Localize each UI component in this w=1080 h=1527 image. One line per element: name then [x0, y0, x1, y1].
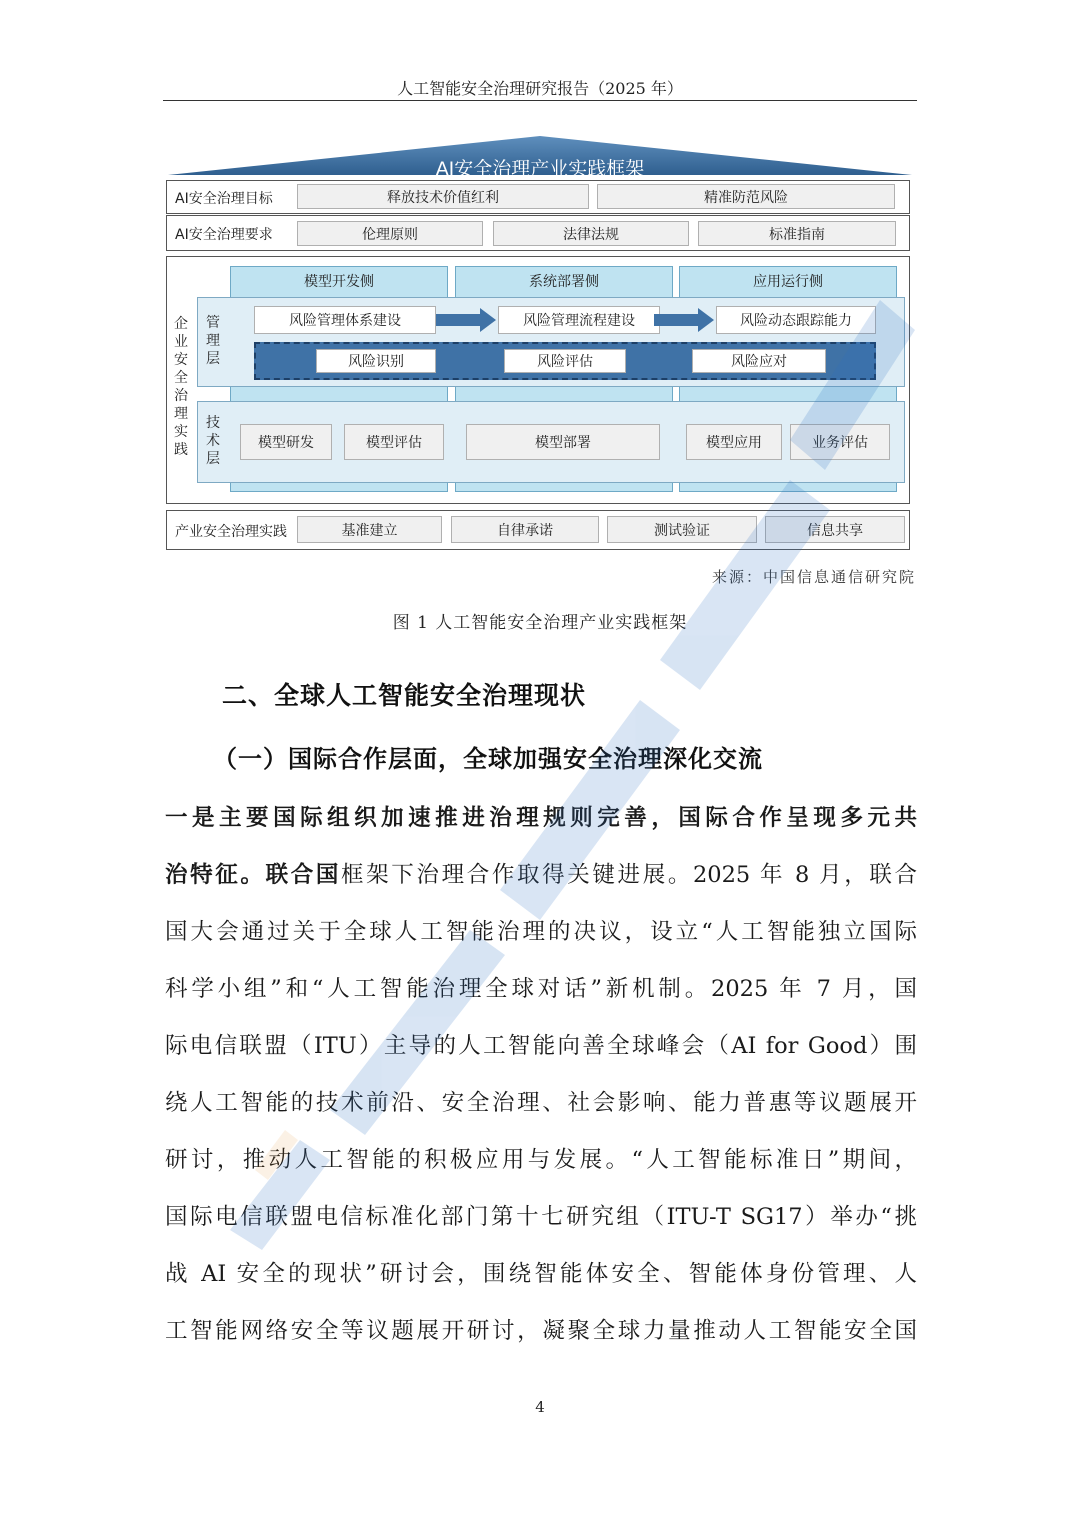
- risk-step: 风险识别: [316, 349, 436, 373]
- industry-cell: 自律承诺: [451, 516, 599, 543]
- body-line: 一是主要国际组织加速推进治理规则完善，国际合作呈现多元共: [165, 805, 917, 831]
- tech-item: 模型应用: [686, 424, 782, 460]
- body-bold-run: 治特征。联合国: [165, 862, 341, 888]
- industry-cell: 测试验证: [607, 516, 757, 543]
- flow-arrow-icon: [654, 308, 716, 332]
- framework-figure: [160, 130, 920, 554]
- goals-row: [166, 180, 910, 214]
- figure-banner-title: AI安全治理产业实践框架: [435, 158, 645, 180]
- technical-layer: [197, 401, 905, 483]
- requirement-cell: 伦理原则: [297, 221, 483, 246]
- subsection-heading: （一）国际合作层面，全球加强安全治理深化交流: [213, 745, 763, 773]
- column-model-dev: 模型开发侧: [230, 266, 448, 492]
- running-header: 人工智能安全治理研究报告（2025 年）: [397, 79, 683, 98]
- requirements-row: [166, 215, 910, 251]
- body-line: 研讨，推动人工智能的积极应用与发展。“人工智能标准日”期间，: [165, 1147, 917, 1173]
- body-line: 科学小组”和“人工智能治理全球对话”新机制。2025 年 7 月，国: [165, 976, 917, 1002]
- column-app-run: 应用运行侧: [679, 266, 897, 492]
- body-line: 国际电信联盟电信标准化部门第十七研究组（ITU-T SG17）举办“挑: [165, 1204, 917, 1230]
- tech-item: 业务评估: [790, 424, 890, 460]
- body-line: 战 AI 安全的现状”研讨会，围绕智能体安全、智能体身份管理、人: [165, 1261, 917, 1287]
- industry-cell: 信息共享: [765, 516, 905, 543]
- technical-layer-label: 技术层: [206, 415, 220, 467]
- body-line: 国大会通过关于全球人工智能治理的决议，设立“人工智能独立国际: [165, 919, 917, 945]
- header-divider: [163, 100, 917, 101]
- body-line: 工智能网络安全等议题展开研讨，凝聚全球力量推动人工智能安全国: [165, 1318, 917, 1344]
- body-line: 际电信联盟（ITU）主导的人工智能向善全球峰会（AI for Good）围: [165, 1033, 917, 1059]
- section-heading: 二、全球人工智能安全治理现状: [222, 681, 587, 710]
- risk-process-band: [254, 342, 876, 380]
- requirement-cell: 法律法规: [493, 221, 689, 246]
- body-run: 框架下治理合作取得关键进展。2025 年 8 月，联合: [341, 862, 917, 888]
- industry-cell: 基准建立: [297, 516, 442, 543]
- goals-label: AI安全治理目标: [175, 191, 273, 207]
- flow-arrow-icon: [436, 308, 498, 332]
- tech-item: 模型研发: [240, 424, 332, 460]
- body-line: [165, 857, 917, 893]
- column-system-deploy: 系统部署侧: [455, 266, 673, 492]
- page-number: 4: [535, 1398, 545, 1416]
- figure-source: 来源：中国信息通信研究院: [711, 568, 916, 586]
- management-layer-label: 管理层: [206, 315, 220, 367]
- body-line: 绕人工智能的技术前沿、安全治理、社会影响、能力普惠等议题展开: [165, 1090, 917, 1116]
- industry-row: [166, 510, 910, 550]
- requirement-cell: 标准指南: [698, 221, 896, 246]
- goal-cell: 释放技术价值红利: [297, 184, 589, 209]
- goal-cell: 精准防范风险: [597, 184, 895, 209]
- industry-label: 产业安全治理实践: [175, 524, 287, 540]
- tech-item: 模型部署: [466, 424, 660, 460]
- tech-item: 模型评估: [344, 424, 444, 460]
- flow-step: 风险管理流程建设: [498, 306, 660, 334]
- flow-step: 风险动态跟踪能力: [716, 306, 876, 334]
- requirements-label: AI安全治理要求: [175, 227, 273, 243]
- enterprise-label: 企业安全治理实践: [174, 316, 188, 458]
- flow-step: 风险管理体系建设: [254, 306, 436, 334]
- management-layer: [197, 297, 905, 387]
- enterprise-block: [166, 256, 910, 504]
- risk-step: 风险评估: [504, 349, 626, 373]
- figure-caption: 图 1 人工智能安全治理产业实践框架: [392, 613, 688, 633]
- risk-step: 风险应对: [692, 349, 826, 373]
